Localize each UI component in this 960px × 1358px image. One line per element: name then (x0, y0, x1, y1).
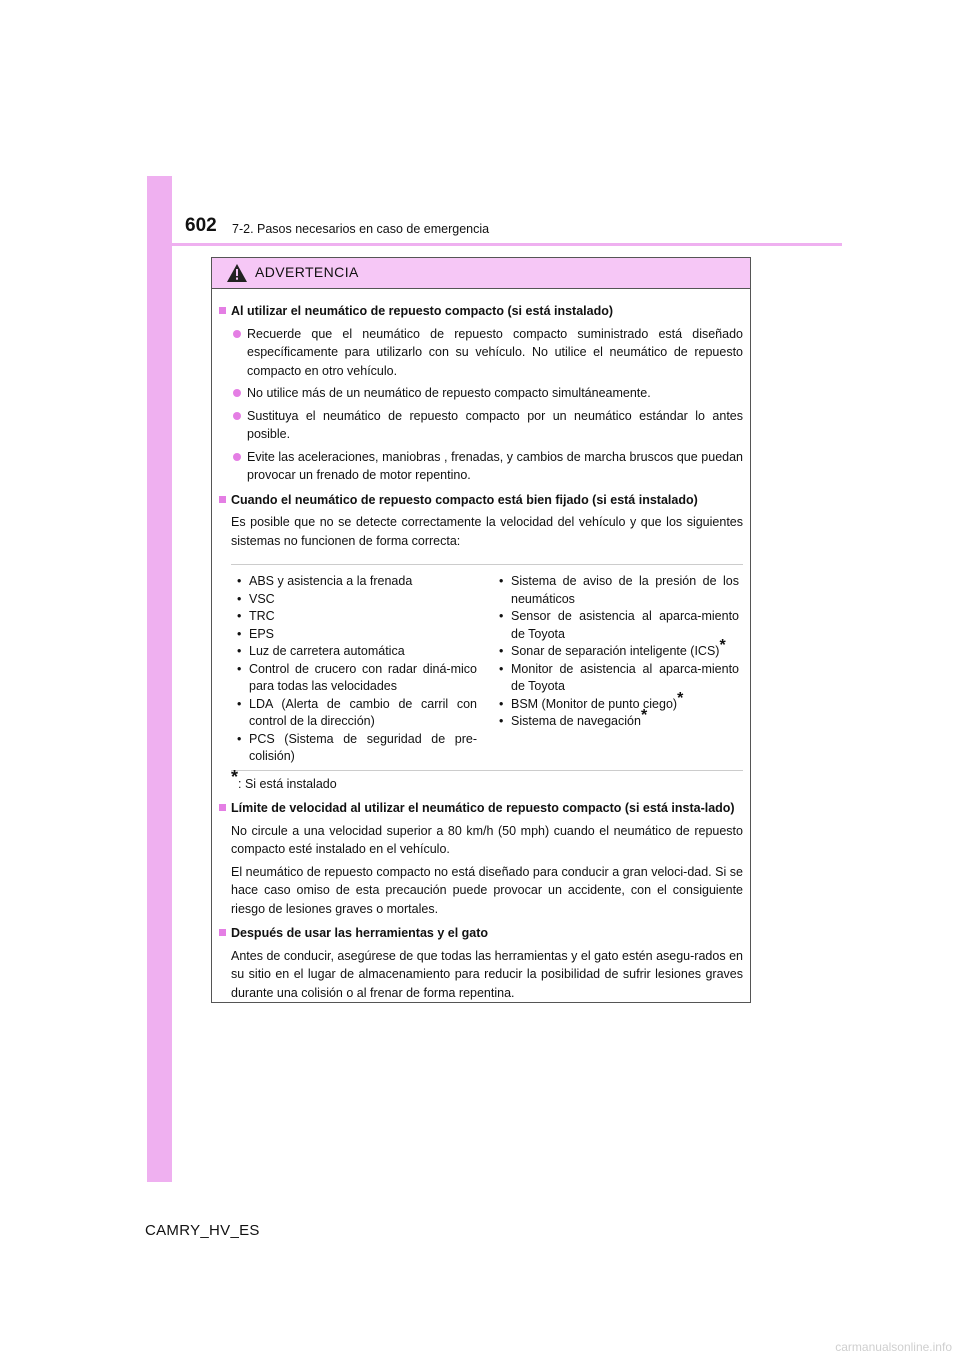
circle-bullet-icon (233, 330, 241, 338)
warning-box (211, 257, 751, 1003)
footnote-text: : Si está instalado (238, 776, 337, 791)
footnote (219, 766, 743, 794)
page-number: 602 (185, 215, 217, 236)
system-item: • LDA (Alerta de cambio de carril con control de la dirección) (235, 696, 477, 731)
square-bullet-icon (219, 496, 226, 503)
section-heading (219, 302, 743, 321)
paragraph: Antes de conducir, asegúrese de que todas las herramientas y el gato estén asegu-rados en su sitio en el lugar de almacenamiento para reducir la posibilidad de sufrir lesiones graves durante una colisión o al frenar de forma repentina. (231, 948, 743, 1000)
system-item: • Monitor de asistencia al aparca-miento de Toyota (497, 661, 739, 696)
header-rule (172, 243, 842, 246)
section-heading (219, 799, 743, 818)
paragraph: El neumático de repuesto compacto no está diseñado para conducir a gran veloci-dad. Si se hace caso omiso de esta precaución puede provocar un accidente, con el consiguiente riesgo de lesiones graves o mortales. (231, 864, 743, 916)
system-item (497, 689, 739, 714)
heading-text: Límite de velocidad al utilizar el neumático de repuesto compacto (si está insta-lado) (231, 801, 735, 815)
affected-systems-list (231, 564, 743, 771)
systems-column-right (497, 573, 739, 766)
warning-title: ADVERTENCIA (255, 264, 359, 280)
asterisk-mark: * (640, 707, 648, 724)
systems-column-left (235, 573, 477, 766)
system-item: • ABS y asistencia a la frenada (235, 573, 477, 591)
circle-bullet-icon (233, 412, 241, 420)
system-item: • TRC (235, 608, 477, 626)
warning-content (212, 289, 750, 1002)
system-item: • Luz de carretera automática (235, 643, 477, 661)
circle-bullet-icon (233, 453, 241, 461)
bullet-item (219, 384, 743, 403)
asterisk-mark: * (719, 637, 726, 654)
system-item: • Sistema de aviso de la presión de los neumáticos (497, 573, 739, 608)
system-item: • VSC (235, 591, 477, 609)
circle-bullet-icon (233, 389, 241, 397)
square-bullet-icon (219, 307, 226, 314)
system-item-text: Sonar de separación inteligente (ICS) (511, 644, 720, 658)
heading-text: Al utilizar el neumático de repuesto compacto (si está instalado) (231, 304, 614, 318)
document-code: CAMRY_HV_ES (145, 1222, 260, 1239)
system-item: • Control de crucero con radar diná-mico para todas las velocidades (235, 661, 477, 696)
heading-text: Después de usar las herramientas y el gato (231, 926, 489, 940)
system-item-text: Sistema de navegación (511, 714, 641, 728)
bullet-item (219, 407, 743, 444)
section-heading (219, 491, 743, 510)
bullet-text: Evite las aceleraciones, maniobras , frenadas, y cambios de marcha bruscos que puedan provocar un frenado de motor repentino. (247, 449, 743, 482)
heading-text: Cuando el neumático de repuesto compacto está bien fijado (si está instalado) (231, 492, 698, 507)
warning-header (212, 258, 750, 289)
system-item (497, 637, 739, 661)
chapter-tab-bar (147, 176, 172, 1182)
square-bullet-icon (219, 804, 226, 811)
system-item-text: BSM (Monitor de punto ciego) (511, 696, 678, 711)
asterisk-mark: * (677, 689, 684, 707)
system-item: • Sensor de asistencia al aparca-miento de Toyota (497, 608, 739, 643)
paragraph: No circule a una velocidad superior a 80 km/h (50 mph) cuando el neumático de repuesto compacto esté instalado en el vehículo. (231, 823, 743, 856)
watermark-url: carmanualsonline.info (835, 1340, 952, 1354)
bullet-item (219, 448, 743, 485)
asterisk-mark: * (231, 766, 239, 787)
bullet-text: Sustituya el neumático de repuesto compacto por un neumático estándar lo antes posible. (247, 408, 743, 441)
section-title: 7-2. Pasos necesarios en caso de emergencia (232, 222, 490, 236)
bullet-text: Recuerde que el neumático de repuesto compacto suministrado está diseñado específicamente para utilizarlo con su vehículo. No utilice el neumático de repuesto compacto en otro vehículo. (247, 326, 743, 378)
square-bullet-icon (219, 929, 226, 936)
warning-triangle-icon (226, 263, 248, 283)
system-item: • PCS (Sistema de seguridad de pre-colisión) (235, 731, 477, 766)
paragraph: Es posible que no se detecte correctamente la velocidad del vehículo y que los siguientes sistemas no funcionen de forma correcta: (231, 515, 743, 548)
system-item (497, 707, 739, 731)
system-item: • EPS (235, 626, 477, 644)
section-heading (219, 924, 743, 943)
bullet-text: No utilice más de un neumático de repuesto compacto simultáneamente. (247, 386, 651, 400)
bullet-item (219, 325, 743, 381)
